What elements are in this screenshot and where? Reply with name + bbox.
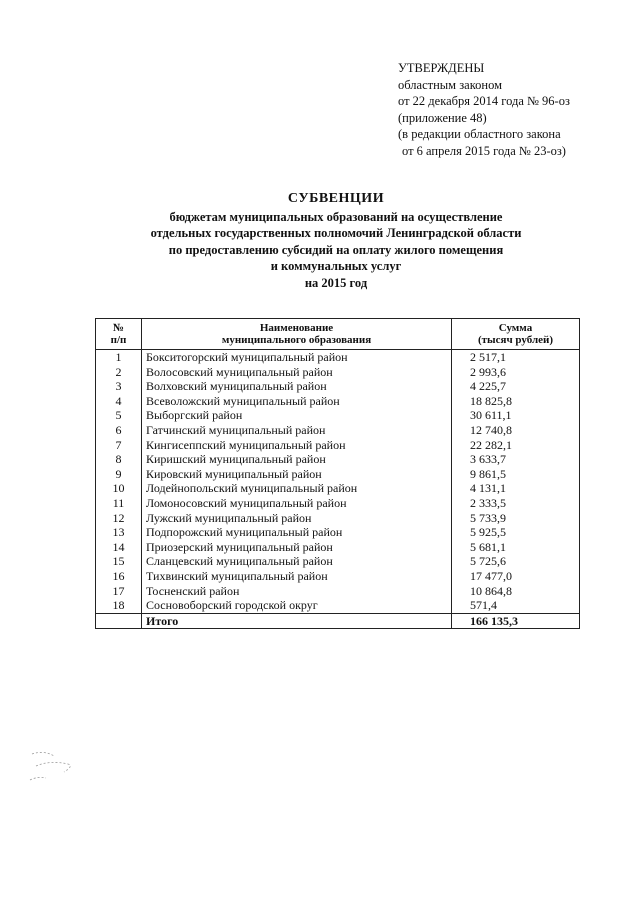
pen-mark-icon (24, 748, 84, 788)
row-num: 2 (96, 365, 142, 380)
title-line: и коммунальных услуг (270, 259, 402, 273)
row-num: 13 (96, 525, 142, 540)
row-name: Приозерский муниципальный район (142, 540, 452, 555)
row-name: Тихвинский муниципальный район (142, 569, 452, 584)
row-sum: 2 333,5 (452, 496, 580, 511)
table-header (96, 319, 580, 350)
row-num: 3 (96, 379, 142, 394)
row-sum: 571,4 (452, 598, 580, 613)
row-num: 6 (96, 423, 142, 438)
row-sum: 10 864,8 (452, 584, 580, 599)
row-sum: 18 825,8 (452, 394, 580, 409)
document-title (0, 191, 640, 291)
row-num: 16 (96, 569, 142, 584)
table-row (96, 394, 580, 409)
row-num: 17 (96, 584, 142, 599)
row-name: Гатчинский муниципальный район (142, 423, 452, 438)
row-num: 14 (96, 540, 142, 555)
table-row (96, 365, 580, 380)
title-main: СУБВЕНЦИИ (287, 191, 385, 206)
row-sum: 30 611,1 (452, 408, 580, 423)
table-row (96, 584, 580, 599)
table-body (96, 350, 580, 614)
table-row (96, 540, 580, 555)
row-num: 10 (96, 481, 142, 496)
header-name-line-2: муниципального образования (221, 334, 372, 346)
table-row (96, 511, 580, 526)
row-sum: 5 733,9 (452, 511, 580, 526)
row-num: 18 (96, 598, 142, 613)
row-name: Бокситогорский муниципальный район (142, 350, 452, 365)
table-row (96, 598, 580, 613)
row-name: Волосовский муниципальный район (142, 365, 452, 380)
row-name: Подпорожский муниципальный район (142, 525, 452, 540)
total-label: Итого (142, 613, 452, 629)
approval-line: (в редакции областного закона (398, 127, 561, 141)
total-sum: 166 135,3 (452, 613, 580, 629)
row-sum: 17 477,0 (452, 569, 580, 584)
row-name: Лодейнопольский муниципальный район (142, 481, 452, 496)
row-num: 8 (96, 452, 142, 467)
row-num: 11 (96, 496, 142, 511)
row-num: 12 (96, 511, 142, 526)
row-name: Киришский муниципальный район (142, 452, 452, 467)
total-num-cell (96, 613, 142, 629)
table-row (96, 438, 580, 453)
header-name (142, 319, 452, 350)
row-sum: 12 740,8 (452, 423, 580, 438)
approval-line: областным законом (398, 77, 503, 92)
header-num-line-1: № (112, 322, 125, 334)
header-sum-line-1: Сумма (498, 322, 533, 334)
table-row (96, 481, 580, 496)
row-name: Ломоносовский муниципальный район (142, 496, 452, 511)
row-sum: 3 633,7 (452, 452, 580, 467)
table-row (96, 554, 580, 569)
table-row (96, 525, 580, 540)
header-sum (452, 319, 580, 350)
table-total-row (96, 613, 580, 629)
row-sum: 5 725,6 (452, 554, 580, 569)
row-num: 5 (96, 408, 142, 423)
row-sum: 5 681,1 (452, 540, 580, 555)
table-row (96, 496, 580, 511)
row-sum: 2 993,6 (452, 365, 580, 380)
row-name: Сланцевский муниципальный район (142, 554, 452, 569)
row-name: Выборгский район (142, 408, 452, 423)
row-sum: 2 517,1 (452, 350, 580, 365)
row-sum: 4 225,7 (452, 379, 580, 394)
row-sum: 9 861,5 (452, 467, 580, 482)
subvention-table (95, 318, 580, 629)
table-row (96, 379, 580, 394)
title-line: бюджетам муниципальных образований на осуществление (169, 209, 503, 224)
row-name: Сосновоборский городской округ (142, 598, 452, 613)
row-name: Кировский муниципальный район (142, 467, 452, 482)
row-num: 7 (96, 438, 142, 453)
row-name: Кингисеппский муниципальный район (142, 438, 452, 453)
table-row (96, 467, 580, 482)
table-row (96, 408, 580, 423)
row-sum: 5 925,5 (452, 525, 580, 540)
header-sum-line-2: (тысяч рублей) (477, 334, 554, 346)
row-num: 4 (96, 394, 142, 409)
row-num: 15 (96, 554, 142, 569)
table-row (96, 350, 580, 365)
approval-line: УТВЕРЖДЕНЫ (398, 61, 485, 75)
row-name: Лужский муниципальный район (142, 511, 452, 526)
header-name-line-1: Наименование (259, 322, 334, 334)
table-row (96, 452, 580, 467)
row-name: Тосненский район (142, 584, 452, 599)
approval-line: от 6 апреля 2015 года № 23-оз) (402, 143, 566, 158)
row-num: 9 (96, 467, 142, 482)
title-line: на 2015 год (304, 275, 368, 290)
row-sum: 22 282,1 (452, 438, 580, 453)
row-sum: 4 131,1 (452, 481, 580, 496)
title-line: по предоставлению субсидий на оплату жилого помещения (168, 242, 504, 257)
row-name: Всеволожский муниципальный район (142, 394, 452, 409)
row-num: 1 (96, 350, 142, 365)
approval-line: (приложение 48) (398, 110, 487, 125)
approval-stamp (398, 60, 570, 159)
table-row (96, 569, 580, 584)
row-name: Волховский муниципальный район (142, 379, 452, 394)
header-num (96, 319, 142, 350)
table-row (96, 423, 580, 438)
title-line: отдельных государственных полномочий Ленинградской области (150, 226, 522, 240)
header-num-line-2: п/п (110, 334, 127, 346)
approval-line: от 22 декабря 2014 года № 96-оз (398, 94, 570, 108)
